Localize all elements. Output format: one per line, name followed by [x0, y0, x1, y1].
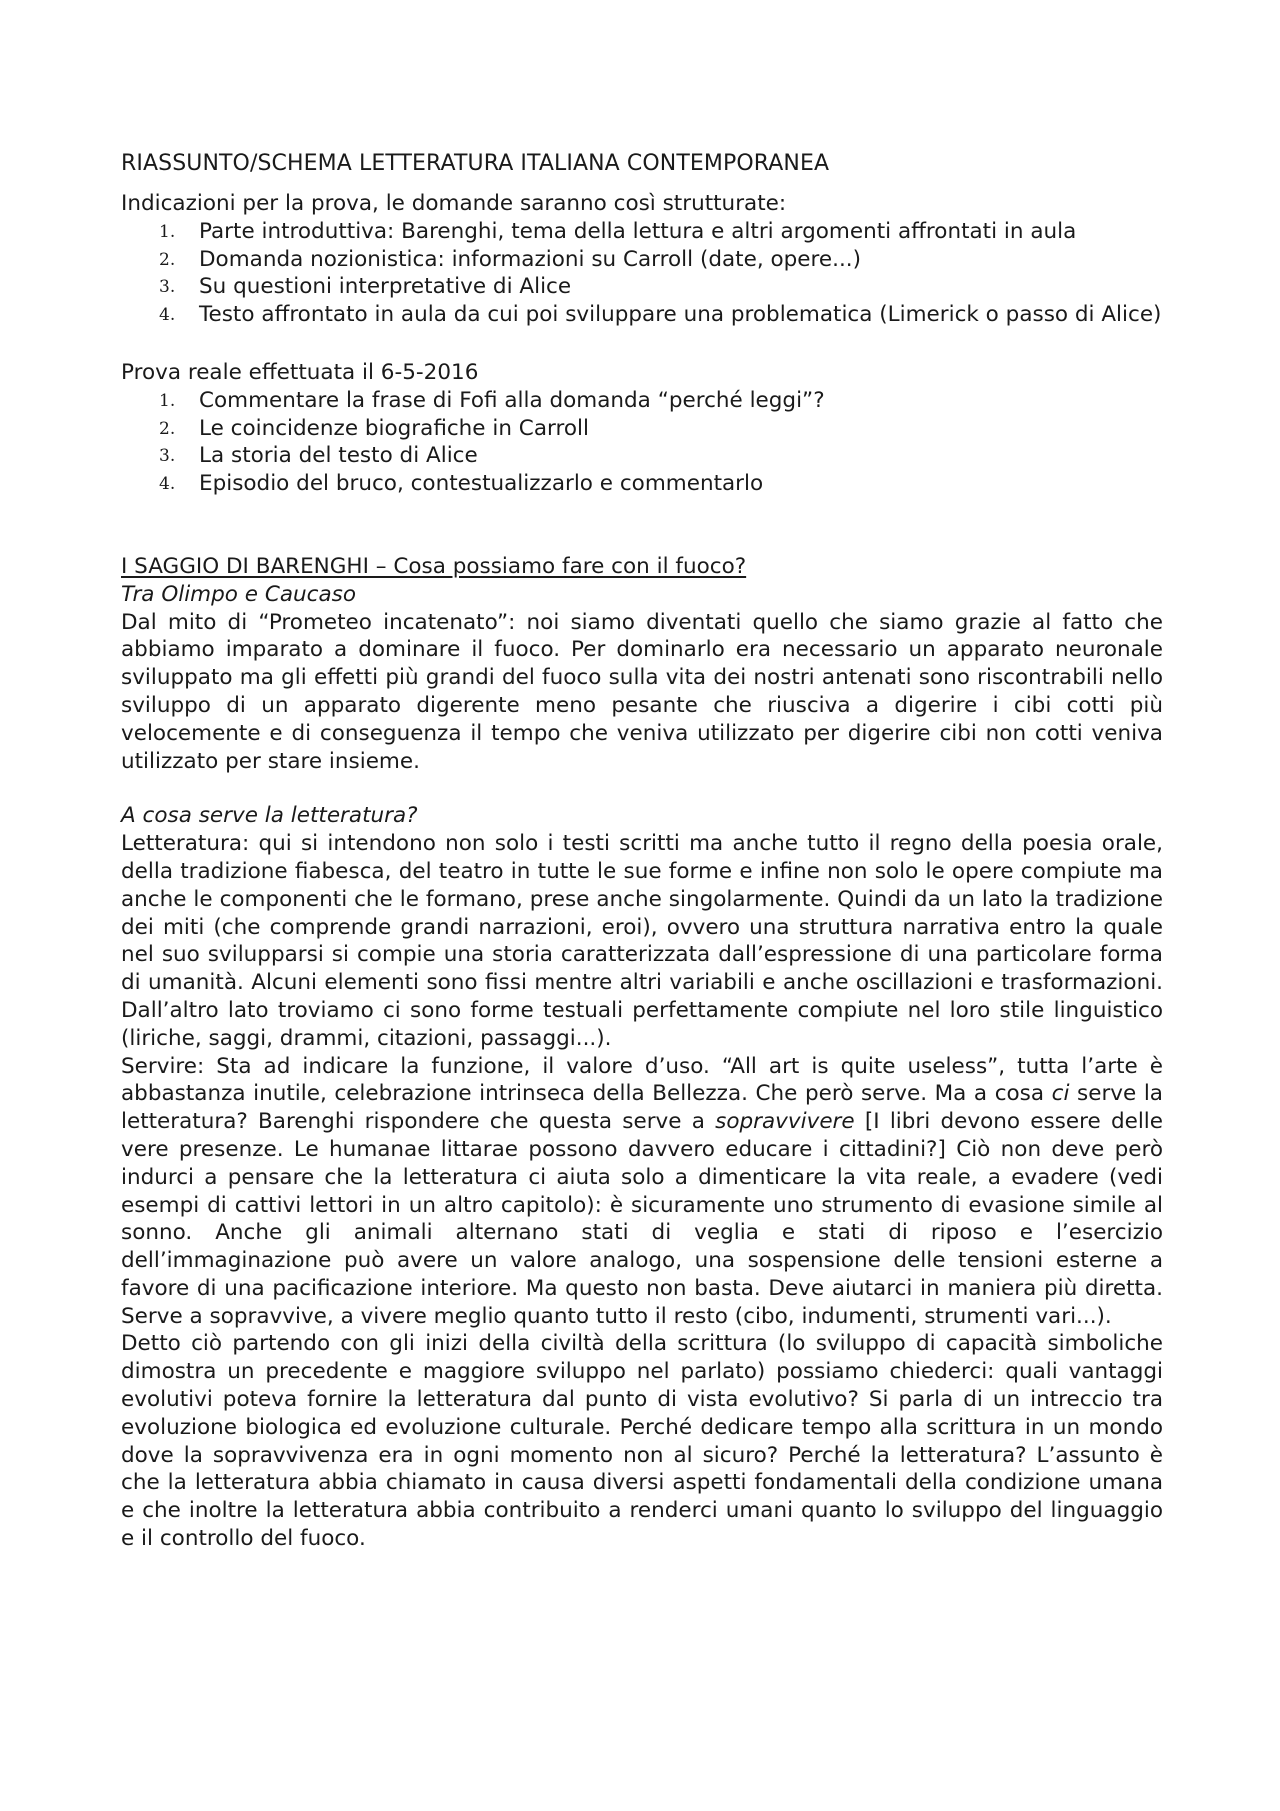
essay-paragraph: Dal mito di “Prometeo incatenato”: noi siamo diventati quello che siamo grazie al fatto che abbiamo imparato a dominare il fuoco. Per dominarlo era necessario un apparato neuronale sviluppato ma gli effetti più grandi del fuoco sulla vita dei nostri antenati sono riscontrabili nello sviluppo di un apparato digerente meno pesante che riusciva a digerire i cibi cotti più velocemente e di conseguenza il tempo che veniva utilizzato per digerire cibi non cotti veniva utilizzato per stare insieme.: [121, 609, 1163, 774]
list-item-text: Domanda nozionistica: informazioni su Carroll (date, opere...): [199, 246, 861, 272]
list-number: 2.: [159, 249, 176, 270]
essay-subheading-olimpo: Tra Olimpo e Caucaso: [121, 581, 356, 607]
essay-paragraph: Letteratura: qui si intendono non solo i testi scritti ma anche tutto il regno della poesia orale, della tradizione fiabesca, del teatro in tutte le sue forme e infine non solo le opere compiute ma anche le componenti che le formano, prese anche singolarmente. Quindi da un lato la tradizione dei miti (che comprende grandi narrazioni, eroi), ovvero una struttura narrativa entro la quale nel suo svilupparsi si compie una storia caratterizzata dall’espressione di una particolare forma di umanità. Alcuni elementi sono fissi mentre altri variabili e anche oscillazioni e trasformazioni. Dall’altro lato troviamo ci sono forme testuali perfettamente compiute nel loro stile linguistico (liriche, saggi, drammi, citazioni, passaggi...).: [121, 831, 1163, 1051]
essay-paragraph: [121, 1053, 1163, 1331]
paragraph-text: Servire: Sta ad indicare la funzione, il valore d’uso. “All art is quite useless”, tutta l’arte è abbastanza inutile, celebrazione intrinseca della Bellezza. Che però serve. Ma a cosa: [121, 1053, 1163, 1107]
list-item-text: Su questioni interpretative di Alice: [199, 274, 572, 300]
document-title: RIASSUNTO/SCHEMA LETTERATURA ITALIANA CONTEMPORANEA: [121, 151, 830, 176]
indications-intro: Indicazioni per la prova, le domande saranno così strutturate:: [121, 191, 787, 216]
spacer: [121, 775, 1163, 802]
real-exam-intro: Prova reale effettuata il 6-5-2016: [121, 359, 479, 385]
list-item: [121, 387, 1163, 415]
list-item: [121, 246, 1163, 274]
spacer: [121, 329, 1163, 359]
list-number: 3.: [159, 277, 176, 298]
paragraph-text: serve la letteratura? Barenghi rispondere che questa serve a: [121, 1081, 1163, 1135]
list-number: 1.: [159, 221, 176, 242]
list-item-text: Episodio del bruco, contestualizzarlo e commentarlo: [199, 471, 764, 497]
list-number: 2.: [159, 418, 176, 439]
essay-subheading-letteratura: A cosa serve la letteratura?: [121, 803, 418, 829]
list-number: 4.: [159, 305, 176, 326]
essay-heading: I SAGGIO DI BARENGHI – Cosa possiamo fare con il fuoco?: [121, 553, 747, 579]
list-item: [121, 442, 1163, 470]
list-item-text: Le coincidenze biografiche in Carroll: [199, 415, 589, 441]
list-item-text: Testo affrontato in aula da cui poi sviluppare una problematica (Limerick o passo di Alice): [199, 302, 1162, 328]
essay-paragraph: Detto ciò partendo con gli inizi della civiltà della scrittura (lo sviluppo di capacità simboliche dimostra un precedente e maggiore sviluppo nel parlato) possiamo chiederci: quali vantaggi evolutivi poteva fornire la letteratura dal punto di vista evolutivo? Si parla di un intreccio tra evoluzione biologica ed evoluzione culturale. Perché dedicare tempo alla scrittura in un mondo dove la sopravvivenza era in ogni momento non al sicuro? Perché la letteratura? L’assunto è che la letteratura abbia chiamato in causa diversi aspetti fondamentali della condizione umana e che inoltre la letteratura abbia contribuito a renderci umani quanto lo sviluppo del linguaggio e il controllo del fuoco.: [121, 1331, 1163, 1552]
list-number: 3.: [159, 446, 176, 467]
italic-text: ci: [1051, 1081, 1070, 1107]
document-body: [121, 150, 1163, 1553]
list-item: [121, 273, 1163, 301]
list-item: [121, 470, 1163, 498]
list-item: [121, 415, 1163, 443]
list-item: [121, 301, 1163, 329]
italic-text: sopravvivere: [715, 1109, 855, 1135]
real-exam-list: [121, 387, 1163, 498]
indications-list: [121, 218, 1163, 329]
list-number: 1.: [159, 390, 176, 411]
paragraph-text: [I libri devono essere delle vere presenze. Le humanae littarae possono davvero educare i cittadini?] Ciò non deve però indurci a pensare che la letteratura ci aiuta solo a dimenticare la vita reale, a evadere (vedi esempi di cattivi lettori in un altro capitolo): è sicuramente uno strumento di evasione simile al sonno. Anche gli animali alternano stati di veglia e stati di riposo e l’esercizio dell’immaginazione può avere un valore analogo, una sospensione delle tensioni esterne a favore di una pacificazione interiore. Ma questo non basta. Deve aiutarci in maniera più diretta. Serve a sopravvive, a vivere meglio quanto tutto il resto (cibo, indumenti, strumenti vari...).: [121, 1109, 1163, 1329]
list-item-text: Parte introduttiva: Barenghi, tema della lettura e altri argomenti affrontati in aula: [199, 218, 1077, 244]
list-number: 4.: [159, 474, 176, 495]
list-item-text: La storia del testo di Alice: [199, 443, 478, 469]
list-item: [121, 218, 1163, 246]
spacer: [121, 498, 1163, 553]
list-item-text: Commentare la frase di Fofi alla domanda “perché leggi”?: [199, 387, 825, 413]
